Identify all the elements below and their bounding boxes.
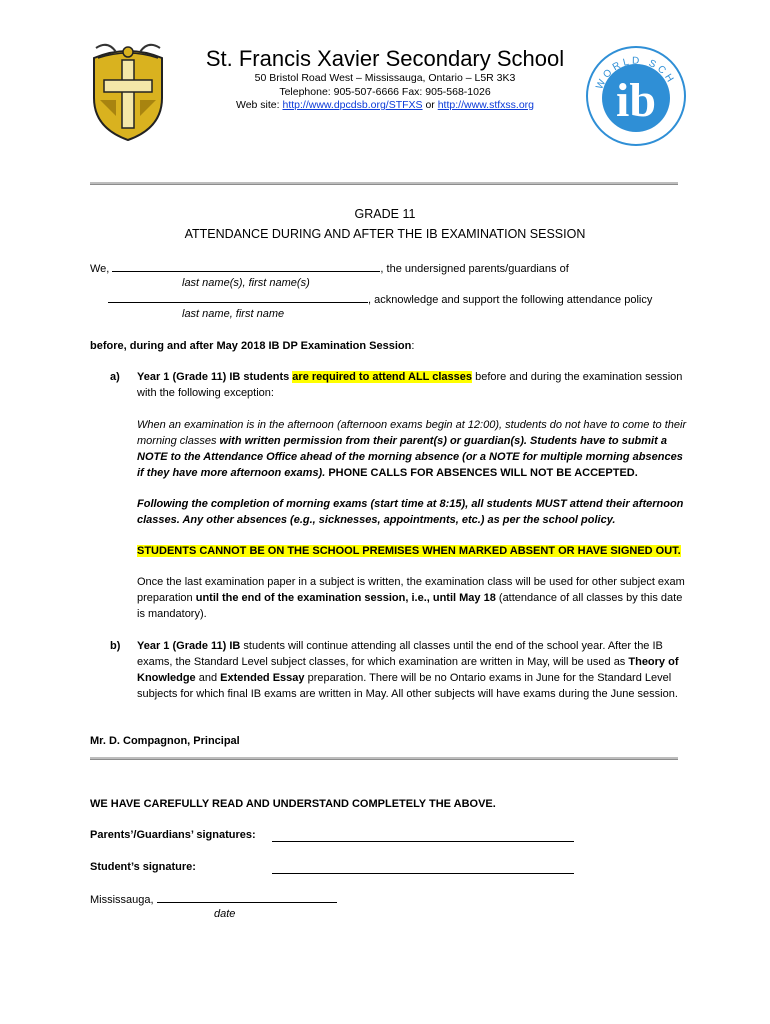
section-a-marker: a) [110, 371, 120, 383]
dpcdsb-link[interactable]: http://www.dpcdsb.org/STFXS [282, 99, 423, 111]
section-a-exception-paragraph [137, 417, 687, 481]
header-divider [90, 182, 678, 185]
student-name-hint: last name, first name [182, 308, 285, 320]
exam-prep-paragraph [137, 574, 689, 622]
exam-prep-bold: until the end of the examination session, i.e., until May 18 [195, 592, 496, 604]
policy-intro-colon: : [411, 340, 415, 352]
premises-warning [137, 543, 681, 559]
place-label: Mississauga, [90, 894, 157, 906]
policy-intro [90, 338, 414, 354]
section-b-paragraph [137, 638, 689, 702]
policy-intro-bold: before, during and after May 2018 IB DP Examination Session [90, 340, 412, 352]
section-a-lead-line2: with the following exception: [137, 387, 274, 399]
afternoon-classes-paragraph: Following the completion of morning exams (start time at 8:15), all students MUST attend their afternoon classes. Any other absences (e.g., sicknesses, appointments, etc.) as per the school policy. [137, 498, 684, 526]
principal-signature: Mr. D. Compagnon, Principal [90, 735, 240, 747]
exception-italic: When an examination is in the afternoon (afternoon exams begin at 12:00), students do not have to come to their morning classes [137, 419, 687, 447]
extended-essay: Extended Essay [220, 672, 305, 684]
premises-warning-text: STUDENTS CANNOT BE ON THE SCHOOL PREMISES WHEN MARKED ABSENT OR HAVE SIGNED OUT. [137, 545, 681, 557]
ib-mark: ib [615, 74, 657, 127]
section-b-text2: preparation. There will be no Ontario exams in June for the Standard Level subjects for which final IB exams are written in May. All other subjects will have exams during the June session. [137, 672, 678, 700]
section-b-marker: b) [110, 640, 121, 652]
exam-prep-text-c: (attendance of all classes by this date is mandatory). [137, 592, 683, 620]
date-hint: date [214, 908, 236, 920]
section-a-lead-bold: Year 1 (Grade 11) IB students [137, 371, 293, 383]
student-name-field[interactable] [108, 291, 368, 303]
exception-phone-warning: PHONE CALLS FOR ABSENCES WILL NOT BE ACCEPTED. [325, 467, 638, 479]
student-signature-field[interactable] [272, 862, 574, 874]
parents-suffix: , the undersigned parents/guardians of [380, 263, 569, 275]
grade-title: GRADE 11 [354, 207, 416, 221]
acknowledgement-statement: WE HAVE CAREFULLY READ AND UNDERSTAND COMPLETELY THE ABOVE. [90, 798, 496, 810]
school-phone: Telephone: 905-507-6666 Fax: 905-568-1026 [279, 86, 491, 98]
parents-name-hint: last name(s), first name(s) [182, 277, 310, 289]
ib-logo-text: WORLD SCH [594, 55, 677, 92]
document-heading: ATTENDANCE DURING AND AFTER THE IB EXAMINATION SESSION [184, 227, 586, 241]
parents-name-field[interactable] [112, 260, 380, 272]
website-or: or [422, 99, 438, 111]
school-name: St. Francis Xavier Secondary School [205, 46, 565, 71]
student-signature-label: Student’s signature: [90, 861, 196, 873]
section-a-highlight: are required to attend ALL classes [292, 371, 473, 383]
school-website [0, 99, 770, 111]
section-b-lead-bold: Year 1 (Grade 11) IB [137, 640, 241, 652]
section-b-text1: students will continue attending all classes until the end of the school year. After the IB exams, the Standard Level subject classes, for which examination are written in May, will be used as [137, 640, 663, 668]
section-a-lead-rest: before and during the examination session [472, 371, 683, 383]
school-address: 50 Bristol Road West – Mississauga, Ontario – L5R 3K3 [254, 72, 516, 84]
website-prefix: Web site: [235, 99, 283, 111]
parents-signature-label: Parents’/Guardians’ signatures: [90, 829, 256, 841]
exam-prep-text-a: Once the last examination paper in a subject is written, the examination class will be used for other subject exam preparation [137, 576, 685, 604]
parents-line [90, 260, 569, 277]
stfxss-link[interactable]: http://www.stfxss.org [437, 99, 534, 111]
signoff-divider [90, 757, 678, 760]
parents-signature-field[interactable] [272, 830, 574, 842]
date-field[interactable] [157, 891, 337, 903]
exception-bold-italic: with written permission from their parent(s) or guardian(s). Students have to submit a NOTE to the Attendance Office ahead of the morning absence (or a NOTE for multiple morning absences if they have more afternoon exams). [137, 435, 683, 479]
theory-of-knowledge: Theory of Knowledge [137, 656, 679, 684]
we-label: We, [90, 263, 113, 275]
section-b-and: and [195, 672, 221, 684]
section-a-lead [137, 369, 697, 401]
acknowledge-text: , acknowledge and support the following attendance policy [368, 294, 653, 306]
